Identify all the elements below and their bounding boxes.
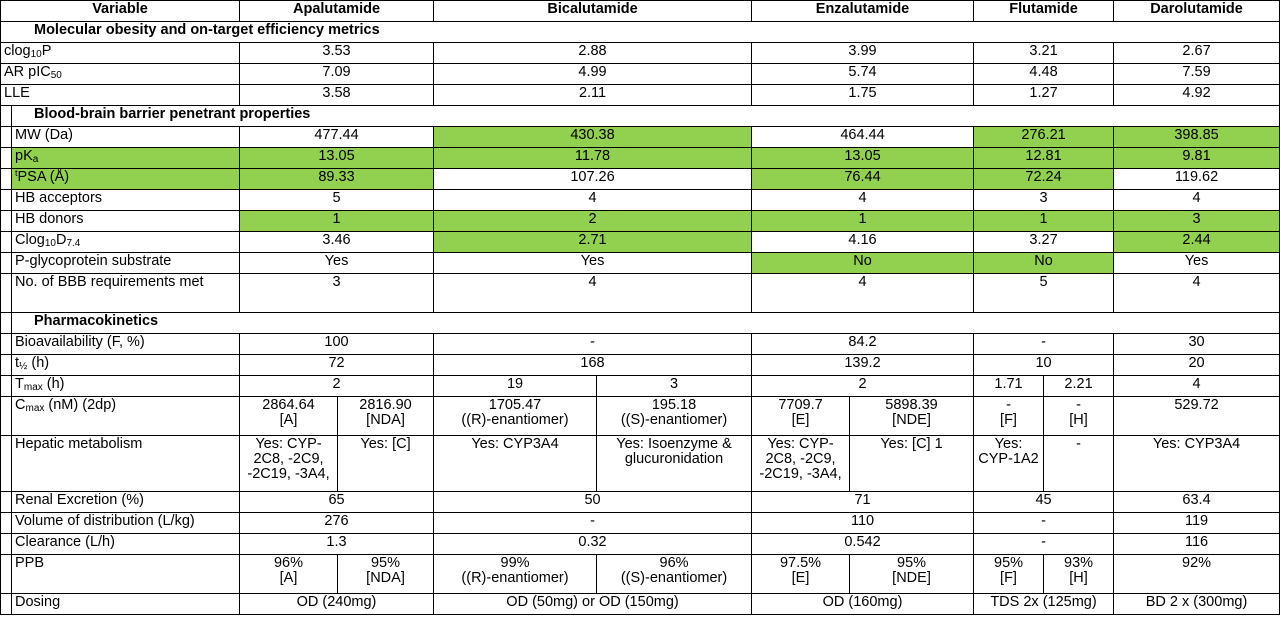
cell: 4.92: [1114, 85, 1280, 106]
cell: Yes: CYP-2C8, -2C9, -2C19, -3A4,: [240, 436, 338, 492]
table-row: [1, 376, 1280, 397]
cell: 276: [240, 513, 434, 534]
cell: 110: [752, 513, 974, 534]
cell: 9.81: [1114, 148, 1280, 169]
cell: 72.24: [974, 169, 1114, 190]
cell: 1.3: [240, 534, 434, 555]
row-label: $C_{max}$ (nM) (2dp): [12, 397, 240, 436]
table-row: [1, 253, 1280, 274]
cell: 529.72: [1114, 397, 1280, 436]
cell: 4: [1114, 376, 1280, 397]
cell: 84.2: [752, 334, 974, 355]
cell: Yes: CYP3A4: [434, 436, 597, 492]
table-row: [1, 334, 1280, 355]
cell: 4: [434, 274, 752, 313]
row-label: LLE: [1, 85, 240, 106]
table-row: [1, 232, 1280, 253]
cell: 398.85: [1114, 127, 1280, 148]
cell: 5: [974, 274, 1114, 313]
cell: 2: [752, 376, 974, 397]
section-title: Molecular obesity and on-target efficiency metrics: [1, 22, 1280, 43]
row-label: $^t$PSA (Å): [12, 169, 240, 190]
cell: 4: [1114, 190, 1280, 211]
row-label: PPB: [12, 555, 240, 594]
header-enzalutamide: Enzalutamide: [752, 1, 974, 22]
cell: 99% ((R)-enantiomer): [434, 555, 597, 594]
cell: 30: [1114, 334, 1280, 355]
cell: 95% [NDA]: [338, 555, 434, 594]
indent-cell: [1, 232, 12, 253]
row-label: P-glycoprotein substrate: [12, 253, 240, 274]
section-title: Blood-brain barrier penetrant properties: [12, 106, 1280, 127]
cell: 2.21: [1044, 376, 1114, 397]
row-label: MW (Da): [12, 127, 240, 148]
cell: 3.27: [974, 232, 1114, 253]
table-row: [1, 492, 1280, 513]
cell: -: [974, 334, 1114, 355]
indent-cell: [1, 436, 12, 492]
header-flutamide: Flutamide: [974, 1, 1114, 22]
cell: 65: [240, 492, 434, 513]
cell: 168: [434, 355, 752, 376]
cell: 4.99: [434, 64, 752, 85]
table-row: [1, 211, 1280, 232]
indent-cell: [1, 534, 12, 555]
cell: 96% [A]: [240, 555, 338, 594]
cell: 2.67: [1114, 43, 1280, 64]
indent-cell: [1, 274, 12, 313]
table-row: [1, 127, 1280, 148]
cell: -: [434, 513, 752, 534]
indent-cell: [1, 127, 12, 148]
cell: 95% [NDE]: [850, 555, 974, 594]
cell: TDS 2x (125mg): [974, 594, 1114, 615]
row-label: $pK_a$: [12, 148, 240, 169]
cell: 7709.7 [E]: [752, 397, 850, 436]
cell: 1705.47 ((R)-enantiomer): [434, 397, 597, 436]
cell: 4: [434, 190, 752, 211]
header-row: [1, 1, 1280, 22]
cell: 4: [1114, 274, 1280, 313]
cell: Yes: [240, 253, 434, 274]
cell: 3.53: [240, 43, 434, 64]
cell: 71: [752, 492, 974, 513]
cell: -: [974, 534, 1114, 555]
cell: Yes: [434, 253, 752, 274]
cell: Yes: CYP-2C8, -2C9, -2C19, -3A4,: [752, 436, 850, 492]
table-row: [1, 555, 1280, 594]
section-title: Pharmacokinetics: [12, 313, 1280, 334]
cell: 2.11: [434, 85, 752, 106]
cell: 276.21: [974, 127, 1114, 148]
indent-cell: [1, 513, 12, 534]
cell: - [F]: [974, 397, 1044, 436]
section-row: [1, 22, 1280, 43]
row-label: No. of BBB requirements met: [12, 274, 240, 313]
cell: 1: [974, 211, 1114, 232]
cell: -: [974, 513, 1114, 534]
table-row: [1, 355, 1280, 376]
cell: 10: [974, 355, 1114, 376]
row-label: clog$_{10}$P: [1, 43, 240, 64]
cell: 4.16: [752, 232, 974, 253]
cell: OD (240mg): [240, 594, 434, 615]
cell: 93% [H]: [1044, 555, 1114, 594]
cell: 3: [597, 376, 752, 397]
indent-cell: [1, 211, 12, 232]
cell: No: [752, 253, 974, 274]
cell: 139.2: [752, 355, 974, 376]
row-label: Renal Excretion (%): [12, 492, 240, 513]
cell: 13.05: [240, 148, 434, 169]
table-row: [1, 169, 1280, 190]
cell: 7.09: [240, 64, 434, 85]
cell: Yes: CYP3A4: [1114, 436, 1280, 492]
cell: - [H]: [1044, 397, 1114, 436]
cell: 4.48: [974, 64, 1114, 85]
row-label: HB acceptors: [12, 190, 240, 211]
cell: Yes: [C] 1: [850, 436, 974, 492]
cell: 2864.64 [A]: [240, 397, 338, 436]
cell: 3: [240, 274, 434, 313]
cell: 3.58: [240, 85, 434, 106]
row-label: Volume of distribution (L/kg): [12, 513, 240, 534]
table-row: [1, 534, 1280, 555]
cell: 5.74: [752, 64, 974, 85]
cell: 96% ((S)-enantiomer): [597, 555, 752, 594]
row-label: Hepatic metabolism: [12, 436, 240, 492]
cell: Yes: [1114, 253, 1280, 274]
cell: 63.4: [1114, 492, 1280, 513]
cell: 3.21: [974, 43, 1114, 64]
table-row: [1, 397, 1280, 436]
cell: 97.5% [E]: [752, 555, 850, 594]
cell: 20: [1114, 355, 1280, 376]
indent-cell: [1, 253, 12, 274]
cell: 477.44: [240, 127, 434, 148]
indent-cell: [1, 376, 12, 397]
cell: Yes: Isoenzyme & glucuronidation: [597, 436, 752, 492]
header-apalutamide: Apalutamide: [240, 1, 434, 22]
cell: 1.27: [974, 85, 1114, 106]
row-label: AR pIC$_{50}$: [1, 64, 240, 85]
table-row: [1, 64, 1280, 85]
indent-cell: [1, 397, 12, 436]
cell: 13.05: [752, 148, 974, 169]
cell: 12.81: [974, 148, 1114, 169]
header-variable: Variable: [1, 1, 240, 22]
cell: 45: [974, 492, 1114, 513]
indent-cell: [1, 190, 12, 211]
indent-cell: [1, 594, 12, 615]
cell: 2.88: [434, 43, 752, 64]
cell: 195.18 ((S)-enantiomer): [597, 397, 752, 436]
cell: 89.33: [240, 169, 434, 190]
cell: 4: [752, 190, 974, 211]
indent-cell: [1, 555, 12, 594]
cell: 107.26: [434, 169, 752, 190]
cell: 7.59: [1114, 64, 1280, 85]
indent-cell: [1, 492, 12, 513]
table-row: [1, 513, 1280, 534]
row-label: Bioavailability (F, %): [12, 334, 240, 355]
row-label: $t_{\frac{1}{2}}$ (h): [12, 355, 240, 376]
cell: 0.542: [752, 534, 974, 555]
cell: 11.78: [434, 148, 752, 169]
cell: 2816.90 [NDA]: [338, 397, 434, 436]
header-bicalutamide: Bicalutamide: [434, 1, 752, 22]
indent-cell: [1, 148, 12, 169]
cell: 2: [240, 376, 434, 397]
indent-cell: [1, 169, 12, 190]
header-darolutamide: Darolutamide: [1114, 1, 1280, 22]
indent-cell: [1, 334, 12, 355]
table-row: [1, 436, 1280, 492]
table-row: [1, 594, 1280, 615]
cell: 1.71: [974, 376, 1044, 397]
table-row: [1, 148, 1280, 169]
indent-cell: [1, 355, 12, 376]
cell: 76.44: [752, 169, 974, 190]
section-row: [1, 313, 1280, 334]
cell: 3: [1114, 211, 1280, 232]
table-row: [1, 43, 1280, 64]
cell: 2.71: [434, 232, 752, 253]
row-label: $T_{max}$ (h): [12, 376, 240, 397]
cell: -: [1044, 436, 1114, 492]
table-row: [1, 85, 1280, 106]
row-label: $Clog_{10}D_{7.4}$: [12, 232, 240, 253]
row-label: Dosing: [12, 594, 240, 615]
cell: 5: [240, 190, 434, 211]
cell: 116: [1114, 534, 1280, 555]
cell: 430.38: [434, 127, 752, 148]
cell: 464.44: [752, 127, 974, 148]
cell: Yes: [C]: [338, 436, 434, 492]
cell: 0.32: [434, 534, 752, 555]
cell: 3.46: [240, 232, 434, 253]
cell: Yes: CYP-1A2: [974, 436, 1044, 492]
cell: 100: [240, 334, 434, 355]
cell: 1: [752, 211, 974, 232]
cell: 92%: [1114, 555, 1280, 594]
indent-cell: [1, 313, 12, 334]
cell: 1: [240, 211, 434, 232]
cell: 4: [752, 274, 974, 313]
cell: BD 2 x (300mg): [1114, 594, 1280, 615]
cell: 95% [F]: [974, 555, 1044, 594]
row-label: Clearance (L/h): [12, 534, 240, 555]
cell: 119.62: [1114, 169, 1280, 190]
cell: 3.99: [752, 43, 974, 64]
cell: 19: [434, 376, 597, 397]
indent-cell: [1, 106, 12, 127]
cell: 119: [1114, 513, 1280, 534]
cell: 50: [434, 492, 752, 513]
cell: 2.44: [1114, 232, 1280, 253]
table-row: [1, 190, 1280, 211]
cell: -: [434, 334, 752, 355]
cell: 2: [434, 211, 752, 232]
cell: OD (160mg): [752, 594, 974, 615]
table-row: [1, 274, 1280, 313]
cell: 5898.39 [NDE]: [850, 397, 974, 436]
cell: 1.75: [752, 85, 974, 106]
cell: 3: [974, 190, 1114, 211]
row-label: HB donors: [12, 211, 240, 232]
cell: OD (50mg) or OD (150mg): [434, 594, 752, 615]
cell: 72: [240, 355, 434, 376]
cell: No: [974, 253, 1114, 274]
section-row: [1, 106, 1280, 127]
